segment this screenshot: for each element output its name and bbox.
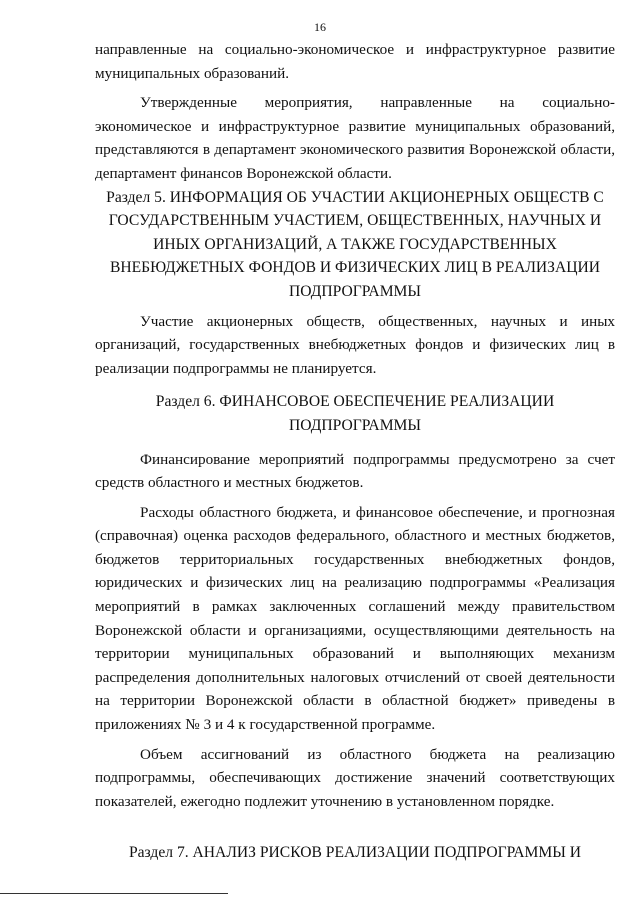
page-number: 16 xyxy=(314,20,326,34)
section-6-heading: Раздел 6. ФИНАНСОВОЕ ОБЕСПЕЧЕНИЕ РЕАЛИЗАЦИИ ПОДПРОГРАММЫ xyxy=(155,393,555,434)
section-5-heading: Раздел 5. ИНФОРМАЦИЯ ОБ УЧАСТИИ АКЦИОНЕРНЫХ ОБЩЕСТВ С ГОСУДАРСТВЕННЫМ УЧАСТИЕМ, ОБЩЕСТВЕННЫХ, НАУЧНЫХ И ИНЫХ ОРГАНИЗАЦИЙ, А ТАКЖЕ ГОСУДАРСТВЕННЫХ ВНЕБЮДЖЕТНЫХ ФОНДОВ И ФИЗИЧЕСКИХ ЛИЦ В РЕАЛИЗАЦИИ ПОДПРОГРАММЫ xyxy=(106,188,604,300)
paragraph-1: направленные на социально-экономическое и инфраструктурное развитие муниципальных образований. xyxy=(95,41,615,82)
document-body xyxy=(95,38,615,865)
paragraph-6: Объем ассигнований из областного бюджета на реализацию подпрограммы, обеспечивающих достижение значений соответствующих показателей, ежегодно подлежит уточнению в установленном порядке. xyxy=(95,745,615,810)
footer-rule xyxy=(0,893,228,894)
paragraph-4: Финансирование мероприятий подпрограммы предусмотрено за счет средств областного и местных бюджетов. xyxy=(95,450,615,492)
section-7-heading: Раздел 7. АНАЛИЗ РИСКОВ РЕАЛИЗАЦИИ ПОДПРОГРАММЫ И xyxy=(128,844,582,862)
paragraph-3: Участие акционерных обществ, общественных, научных и иных организаций, государственных внебюджетных фондов и физических лиц в реализации подпрограммы не планируется. xyxy=(95,312,615,377)
paragraph-5: Расходы областного бюджета, и финансовое обеспечение, и прогнозная (справочная) оценка расходов федерального, областного и местных бюджетов, бюджетов территориальных государственных внебюджетных фондов, юридических и физических лиц на реализацию подпрограммы «Реализация мероприятий в рамках заключенных соглашений между правительством Воронежской области и организациями, осуществляющими деятельность на территории муниципальных образований и выполняющих механизм распределения дополнительных налоговых отчислений от своей деятельности на территории Воронежской области в областной бюджет» приведены в приложениях № 3 и 4 к государственной программе. xyxy=(95,503,615,734)
paragraph-2: Утвержденные мероприятия, направленные на социально-экономическое и инфраструктурное развитие муниципальных образований, представляются в департамент экономического развития Воронежской области, департамент финансов Воронежской области. xyxy=(95,94,615,182)
